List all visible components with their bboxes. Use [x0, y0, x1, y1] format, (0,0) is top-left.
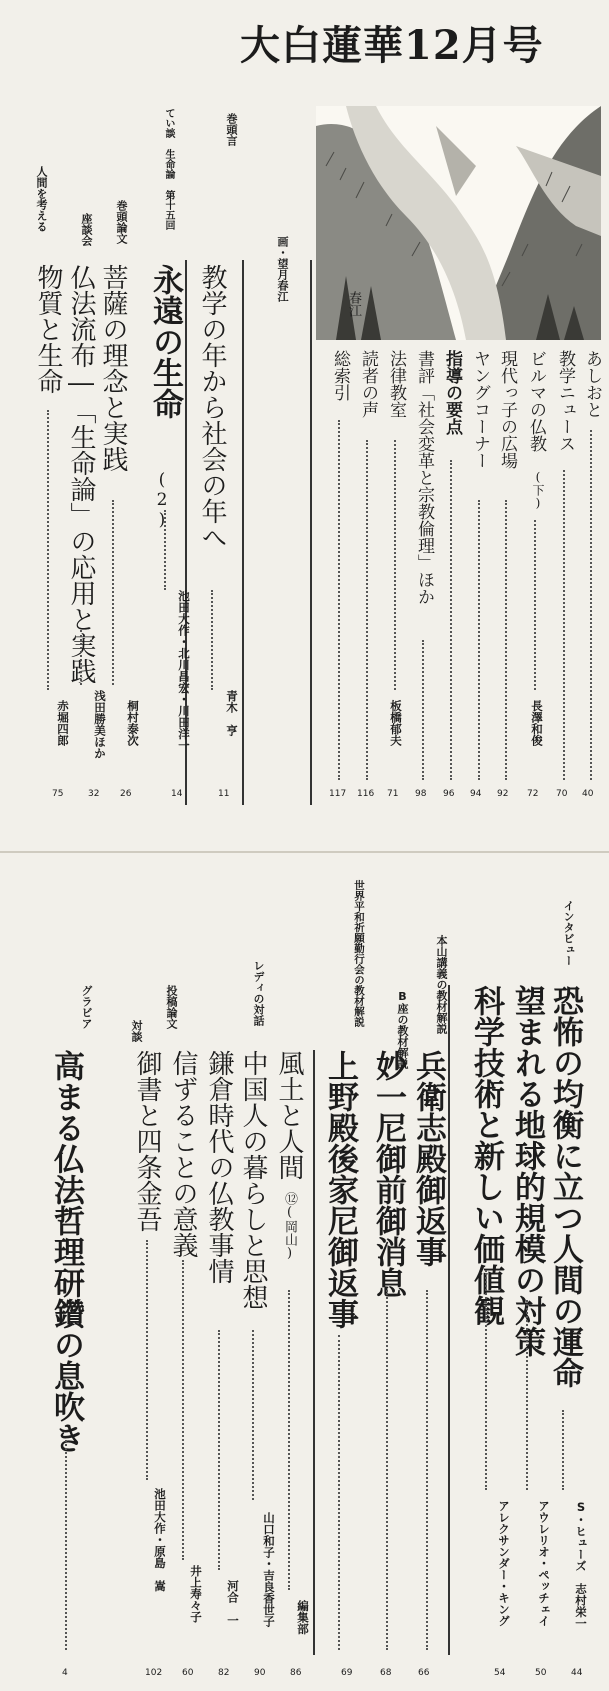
item-label: レディの対話	[252, 960, 265, 1026]
list-item-title[interactable]: 指導の要点	[442, 350, 462, 435]
article-title[interactable]: 仏法流布―「生命論」の応用と実践	[66, 264, 96, 684]
page-number: 60	[182, 1668, 194, 1678]
page-number: 14	[171, 789, 183, 799]
item-label: インタビュー	[562, 900, 575, 966]
leader-dots	[47, 410, 49, 690]
page-number: 116	[357, 789, 375, 799]
item-label: 投稿論文	[165, 985, 178, 1029]
illustration	[276, 106, 601, 340]
article-title[interactable]: 菩薩の理念と実践	[98, 264, 128, 472]
article-title[interactable]: 恐怖の均衡に立つ人間の運命	[547, 985, 583, 1388]
article-author: 山口和子・吉良香世子	[262, 1512, 276, 1627]
article-title[interactable]: 信ずることの意義	[168, 1050, 198, 1258]
article-title-suffix: ⑫(岡山)	[282, 1192, 297, 1261]
page-number: 32	[88, 789, 100, 799]
page-number: 68	[380, 1668, 392, 1678]
page-number: 71	[387, 789, 399, 799]
column-rule	[310, 260, 312, 805]
column-rule	[313, 1050, 315, 1655]
leader-dots	[288, 1290, 290, 1590]
leader-dots	[182, 1260, 184, 1560]
list-item-title[interactable]: 総索引	[330, 350, 350, 401]
article-title[interactable]: 風土と人間	[274, 1050, 304, 1180]
leader-dots	[450, 460, 452, 780]
page-number: 98	[415, 789, 427, 799]
leader-dots	[478, 500, 480, 780]
leader-dots	[211, 590, 213, 690]
item-label: 世界平和祈願勤行会の教材解説	[353, 880, 365, 1027]
page-number: 26	[120, 789, 132, 799]
leader-dots	[386, 1290, 388, 1650]
article-title[interactable]: 望まれる地球的規模の対策	[509, 985, 545, 1357]
page-number: 4	[62, 1668, 68, 1678]
list-item-title[interactable]: ヤングコーナー	[470, 350, 490, 469]
page-number: 44	[571, 1668, 583, 1678]
page-number: 72	[527, 789, 539, 799]
item-label: 人間を考える	[35, 166, 48, 232]
magazine-title: 大白蓮華12月号	[240, 22, 544, 69]
leader-dots	[252, 1330, 254, 1500]
article-title[interactable]: 御書と四条金吾	[132, 1050, 162, 1232]
article-author: 池田大作・北川昌宏・川田洋一	[177, 590, 191, 751]
list-item-author: 長澤和俊	[530, 700, 544, 746]
article-title-suffix: (2)	[152, 470, 172, 530]
list-item-title[interactable]: 法律教室	[386, 350, 406, 418]
article-author: 河合 一	[226, 1580, 240, 1626]
article-author: 赤堀四郎	[56, 700, 70, 746]
item-label: 本山講義の教材解説	[435, 935, 448, 1034]
page-number: 40	[582, 789, 594, 799]
article-title[interactable]: 鎌倉時代の仏教事情	[204, 1050, 234, 1284]
list-item-title[interactable]: 書評「社会変革と宗教倫理」ほか	[414, 350, 434, 605]
article-title[interactable]: 上野殿後家尼御返事	[322, 1050, 358, 1329]
leader-dots	[338, 1335, 340, 1650]
article-author: 編集部	[296, 1600, 310, 1635]
page-number: 70	[556, 789, 568, 799]
page-number: 94	[470, 789, 482, 799]
leader-dots	[534, 520, 536, 690]
page-number: 69	[341, 1668, 353, 1678]
page-number: 66	[418, 1668, 430, 1678]
article-title[interactable]: 兵衛志殿御返事	[410, 1050, 446, 1267]
article-title[interactable]: 妙一尼御前御消息	[370, 1050, 406, 1298]
item-label: 巻頭論文	[115, 200, 128, 244]
list-item-suffix: (下)	[531, 470, 545, 510]
page-number: 86	[290, 1668, 302, 1678]
page-number: 11	[218, 789, 230, 799]
item-label: グラビア	[80, 985, 93, 1029]
list-item-title[interactable]: 現代っ子の広場	[497, 350, 517, 469]
leader-dots	[562, 1410, 564, 1490]
article-title[interactable]: 教学の年から社会の年へ	[197, 264, 227, 550]
leader-dots	[65, 1440, 67, 1650]
leader-dots	[426, 1290, 428, 1650]
leader-dots	[505, 500, 507, 780]
leader-dots	[164, 510, 166, 590]
list-item-title[interactable]: あしおと	[582, 350, 602, 418]
list-item-author: 板橋郁夫	[389, 700, 403, 746]
item-label: 巻頭言	[225, 113, 238, 146]
item-label: てい談 生命論 第十五回	[163, 108, 174, 230]
page-number: 92	[497, 789, 509, 799]
item-label: 座談会	[80, 213, 93, 246]
leader-dots	[366, 440, 368, 780]
leader-dots	[422, 640, 424, 780]
article-author: 浅田勝美ほか	[93, 690, 107, 759]
article-title[interactable]: 永遠の生命	[147, 264, 183, 419]
article-author: 池田大作・原島 嵩	[153, 1488, 167, 1592]
page-number: 75	[52, 789, 64, 799]
section-divider	[0, 851, 609, 853]
leader-dots	[80, 630, 82, 685]
page-number: 102	[145, 1668, 163, 1678]
artist-signature: 春江	[346, 291, 361, 317]
list-item-title[interactable]: 教学ニュース	[555, 350, 575, 452]
page-number: 82	[218, 1668, 230, 1678]
article-author: 青木 亨	[225, 690, 239, 736]
leader-dots	[590, 430, 592, 780]
leader-dots	[146, 1240, 148, 1480]
list-item-title[interactable]: 読者の声	[358, 350, 378, 418]
page-number: 90	[254, 1668, 266, 1678]
article-author: 桐村泰次	[126, 700, 140, 746]
article-author: S・ヒューズ 志村栄一	[574, 1500, 588, 1629]
article-title[interactable]: 物質と生命	[33, 264, 63, 394]
page-number: 117	[329, 789, 347, 799]
page-number: 50	[535, 1668, 547, 1678]
leader-dots	[338, 420, 340, 780]
article-author: アウレリオ・ペッチェイ	[537, 1500, 551, 1627]
article-author: 井上寿々子	[189, 1565, 203, 1623]
page-number: 54	[494, 1668, 506, 1678]
leader-dots	[563, 470, 565, 780]
column-rule	[448, 985, 450, 1655]
illustration-credit: 画・望月春江	[276, 236, 289, 302]
article-title[interactable]: 中国人の暮らしと思想	[238, 1050, 268, 1310]
column-rule	[242, 260, 244, 805]
leader-dots	[394, 440, 396, 690]
leader-dots	[112, 500, 114, 685]
list-item-title[interactable]: ビルマの仏教	[526, 350, 546, 452]
page-number: 96	[443, 789, 455, 799]
leader-dots	[526, 1300, 528, 1490]
article-author: アレクサンダー・キング	[497, 1500, 511, 1627]
item-label: 対談	[130, 1020, 143, 1042]
leader-dots	[218, 1330, 220, 1570]
article-title[interactable]: 科学技術と新しい価値観	[468, 985, 504, 1326]
leader-dots	[485, 1270, 487, 1490]
article-title[interactable]: 高まる仏法哲理研鑽の息吹き	[48, 1050, 84, 1453]
item-label: B座の教材解説	[396, 990, 409, 1069]
